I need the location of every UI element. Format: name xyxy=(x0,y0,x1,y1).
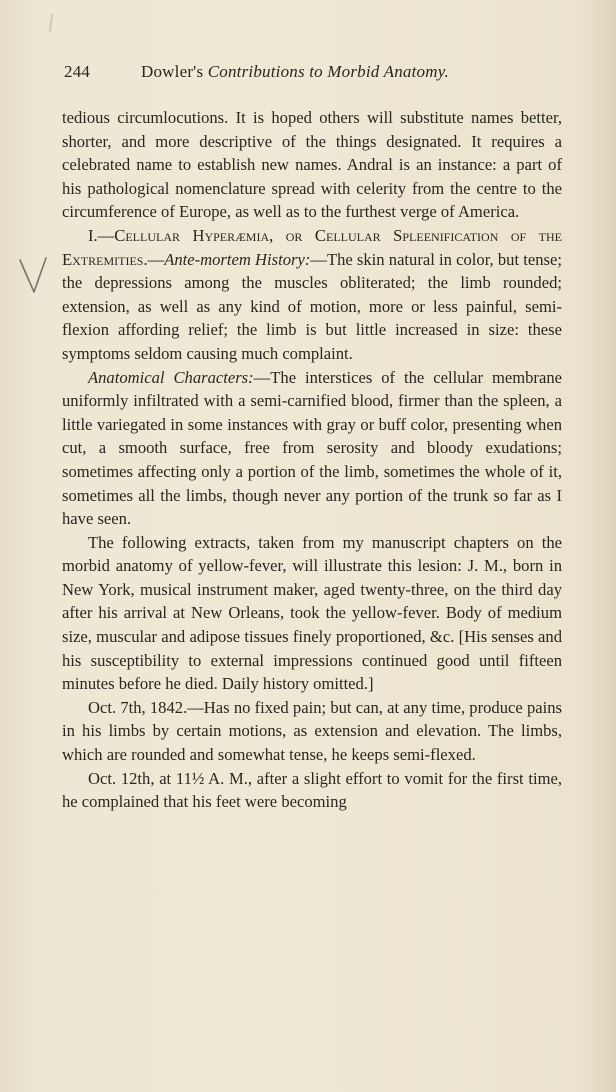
page-number: 244 xyxy=(64,62,91,81)
paragraph-section-heading xyxy=(62,224,562,366)
paragraph-body: —The interstices of the cellular membrane uniformly infiltrated with a semi-carnified blood, firmer than the spleen, a little variegated in some instances with gray or buff color, presenting when cut, a smooth surface, free from serosity and bloody exudations; sometimes affecting only a portion of the limb, sometimes the whole of it, sometimes all the limbs, though never any portion of the trunk so far as I have seen. xyxy=(62,367,562,529)
paragraph: Oct. 7th, 1842.—Has no fixed pain; but can, at any time, produce pains in his limbs by certain motions, as extension and elevation. The limbs, which are rounded and somewhat tense, he keeps semi-flexed. xyxy=(62,697,562,765)
paragraph: The following extracts, taken from my manuscript chapters on the morbid anatomy of yellow-fever, will illustrate this lesion: J. M., born in New York, musical instrument maker, aged twenty-three, on the third day after his arrival at New Orleans, took the yellow-fever. Body of medium size, muscular and adipose tissues finely proportioned, &c. [His senses and his susceptibility to external impressions continued good until fifteen minutes before he died. Daily history omitted.] xyxy=(62,532,562,694)
paragraph-anatomical xyxy=(62,366,562,531)
running-title-author: Dowler's xyxy=(141,62,204,81)
margin-pencil-mark xyxy=(49,14,53,32)
paragraph-body: —The skin natural in color, but tense; the depressions among the muscles obliterated; the limb rounded; extension, as well as any kind of motion, more or less painful, semi-flexion affording relief; the limb is but little increased in size: these symptoms seldom causing much complaint. xyxy=(62,249,562,363)
section-heading: I.—Cellular Hyperæmia, or Cellular Spleenification of the Extremities.— xyxy=(62,225,562,269)
running-title xyxy=(141,62,449,82)
running-title-rest: Contributions to Morbid Anatomy. xyxy=(207,62,449,81)
paragraph: Oct. 12th, at 11½ A. M., after a slight effort to vomit for the first time, he complained that his feet were becoming xyxy=(62,768,562,812)
subheading-anatomical: Anatomical Characters: xyxy=(88,367,254,387)
subheading-ante-mortem: Ante-mortem History: xyxy=(164,249,311,269)
running-header xyxy=(64,62,564,84)
body-text xyxy=(62,106,562,814)
paragraph: tedious circumlocutions. It is hoped others will substitute names better, shorter, and more descriptive of the things designated. It requires a celebrated name to establish new names. Andral is an instance: a part of his pathological nomenclature spread with celerity from the centre to the circumference of Europe, as well as to the furthest verge of America. xyxy=(62,108,562,222)
pencil-check-mark-icon xyxy=(16,256,52,296)
